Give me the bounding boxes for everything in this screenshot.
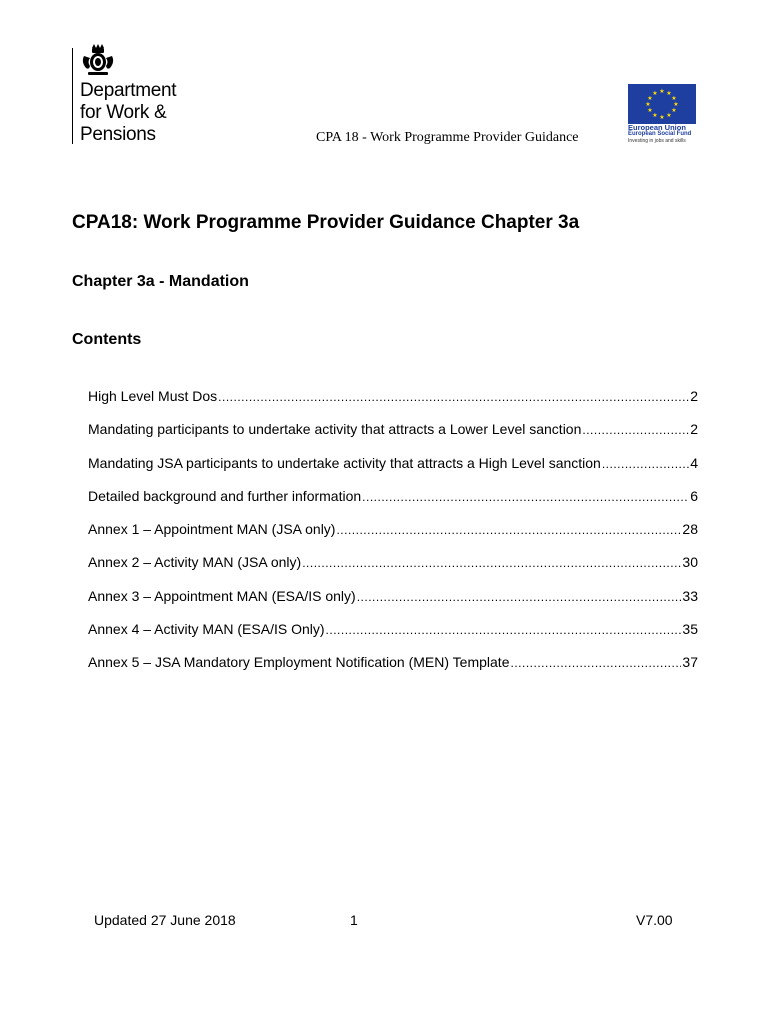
svg-text:★: ★ bbox=[659, 88, 665, 95]
eu-logo-text bbox=[628, 124, 708, 145]
footer-page-number: 1 bbox=[350, 912, 358, 928]
toc-entry[interactable] bbox=[88, 488, 698, 521]
logo-divider bbox=[72, 48, 73, 144]
svg-text:★: ★ bbox=[652, 90, 658, 97]
svg-text:★: ★ bbox=[645, 101, 651, 108]
toc-entry-title: Mandating participants to undertake activity that attracts a Lower Level sanction bbox=[88, 421, 582, 438]
toc-entry-title: Annex 1 – Appointment MAN (JSA only) bbox=[88, 521, 336, 538]
toc-entry-title: Annex 5 – JSA Mandatory Employment Notification (MEN) Template bbox=[88, 654, 510, 671]
chapter-heading: Chapter 3a - Mandation bbox=[72, 273, 249, 290]
toc-entry[interactable] bbox=[88, 421, 698, 454]
toc-entry[interactable] bbox=[88, 621, 698, 654]
toc-entry[interactable] bbox=[88, 554, 698, 587]
footer-version: V7.00 bbox=[636, 912, 673, 928]
toc-entry-title: Detailed background and further information bbox=[88, 487, 362, 504]
toc-leader bbox=[582, 423, 689, 437]
toc-entry-page: 2 bbox=[690, 388, 698, 404]
toc-leader bbox=[336, 523, 681, 537]
svg-text:★: ★ bbox=[666, 90, 672, 97]
dwp-logo-text bbox=[80, 80, 176, 146]
toc-entry[interactable] bbox=[88, 388, 698, 421]
eu-logo-line: European Social Fund bbox=[628, 131, 692, 137]
toc-leader bbox=[302, 556, 681, 570]
toc-entry-title: Annex 3 – Appointment MAN (ESA/IS only) bbox=[88, 587, 356, 604]
toc-entry-page: 4 bbox=[690, 454, 698, 471]
toc-leader bbox=[510, 656, 681, 670]
eu-logo-line: Investing in jobs and skills bbox=[628, 138, 686, 144]
toc-entry-page: 33 bbox=[682, 587, 698, 604]
dwp-logo-line: for Work & bbox=[80, 102, 167, 123]
running-header: CPA 18 - Work Programme Provider Guidance bbox=[316, 130, 579, 145]
table-of-contents bbox=[88, 388, 698, 688]
toc-leader bbox=[357, 590, 682, 604]
toc-entry-page: 6 bbox=[690, 487, 698, 504]
toc-leader bbox=[326, 623, 682, 637]
svg-text:★: ★ bbox=[671, 95, 677, 102]
toc-entry[interactable] bbox=[88, 455, 698, 488]
document-title: CPA18: Work Programme Provider Guidance Chapter 3a bbox=[72, 212, 580, 233]
toc-entry-title: Annex 4 – Activity MAN (ESA/IS Only) bbox=[88, 621, 325, 638]
toc-entry[interactable] bbox=[88, 521, 698, 554]
toc-entry-page: 28 bbox=[682, 521, 698, 538]
dwp-logo-line: Pensions bbox=[80, 124, 156, 145]
contents-heading: Contents bbox=[72, 331, 142, 348]
toc-entry-title: Mandating JSA participants to undertake activity that attracts a High Level sanction bbox=[88, 454, 601, 471]
svg-text:★: ★ bbox=[647, 107, 653, 114]
toc-leader bbox=[362, 490, 689, 504]
svg-text:★: ★ bbox=[673, 101, 679, 108]
toc-entry-page: 2 bbox=[690, 421, 698, 438]
royal-crest-icon bbox=[80, 44, 116, 78]
svg-text:★: ★ bbox=[659, 114, 665, 121]
toc-entry-page: 37 bbox=[682, 654, 698, 671]
toc-entry-title: Annex 2 – Activity MAN (JSA only) bbox=[88, 554, 302, 571]
svg-text:★: ★ bbox=[647, 95, 653, 102]
toc-entry-page: 30 bbox=[682, 554, 698, 571]
svg-text:★: ★ bbox=[666, 112, 672, 119]
toc-entry[interactable] bbox=[88, 588, 698, 621]
toc-entry-page: 35 bbox=[682, 621, 698, 638]
toc-leader bbox=[218, 390, 689, 404]
footer-updated-date: Updated 27 June 2018 bbox=[94, 912, 236, 928]
toc-entry-title: High Level Must Dos bbox=[88, 388, 218, 404]
eu-logo-line: European Union bbox=[628, 123, 686, 132]
eu-flag-icon bbox=[628, 84, 696, 124]
svg-text:★: ★ bbox=[652, 112, 658, 119]
toc-entry[interactable] bbox=[88, 654, 698, 687]
toc-leader bbox=[602, 457, 689, 471]
svg-text:★: ★ bbox=[671, 107, 677, 114]
dwp-logo-line: Department bbox=[80, 80, 177, 101]
